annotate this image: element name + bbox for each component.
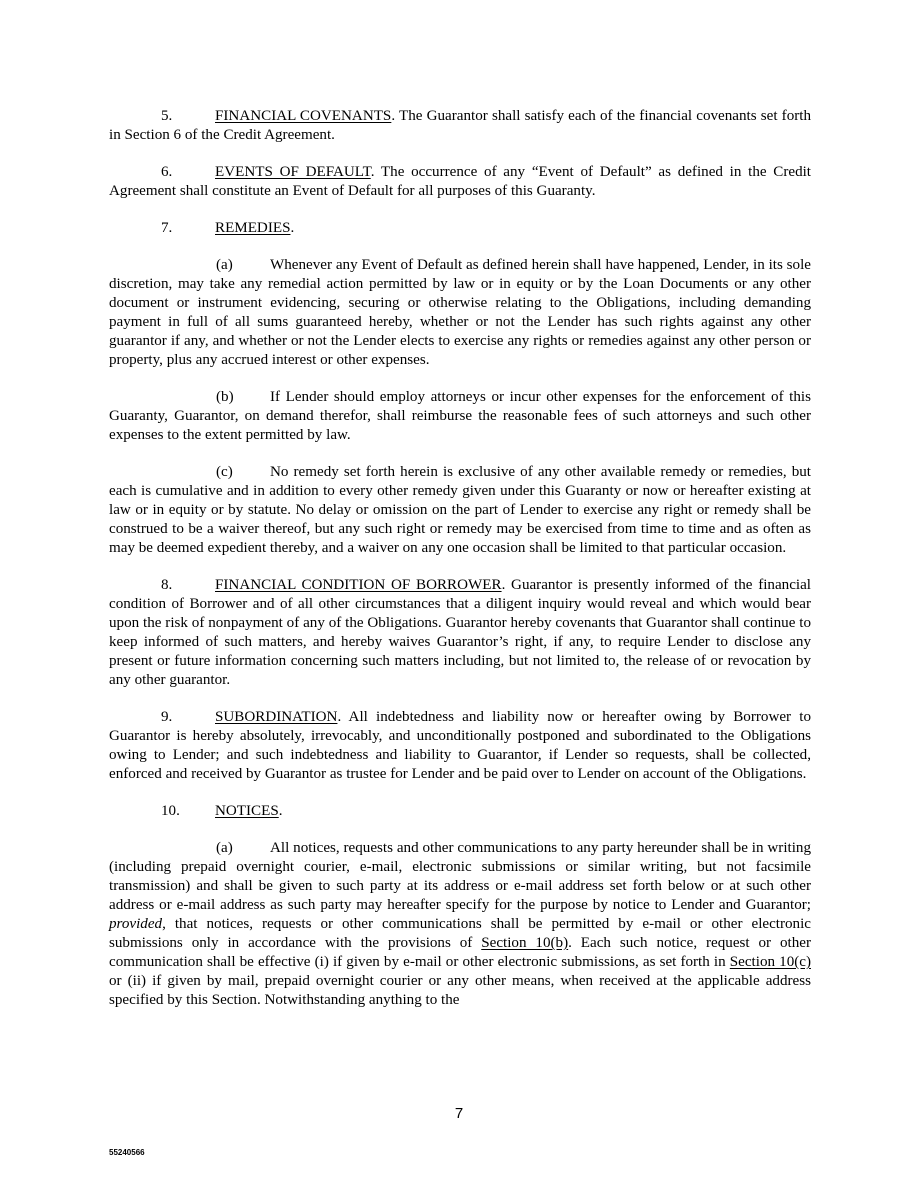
section-7 [109, 219, 811, 238]
section-10a [109, 839, 811, 1010]
section-heading: REMEDIES [215, 220, 291, 236]
page-number: 7 [454, 1105, 464, 1122]
subsection-label: (c) [216, 464, 233, 480]
section-5 [109, 107, 811, 145]
section-number: 6. [161, 164, 173, 180]
section-text: . The Guarantor shall satisfy each of the financial covenants set forth in Section 6 of the Credit Agreement. [109, 108, 812, 143]
section-number: 8. [161, 577, 173, 593]
section-8 [109, 576, 811, 690]
subsection-label: (b) [216, 389, 234, 405]
subsection-label: (a) [216, 840, 233, 856]
section-7c [109, 463, 811, 558]
cross-reference: Section 10(b) [481, 935, 569, 951]
subsection-text: All notices, requests and other communications to any party hereunder shall be in writing (including prepaid overnight courier, e-mail, electronic submissions or similar writing, but not facsimile transmission) and shall be given to such party at its address or e-mail address set forth below or at such other address or e-mail address as such party may hereafter specify for the purpose by notice to Lender and Guarantor; [109, 840, 811, 913]
page-body [109, 107, 811, 1028]
section-text: . The occurrence of any “Event of Default” as defined in the Credit Agreement shall constitute an Event of Default for all purposes of this Guaranty. [109, 164, 812, 199]
section-heading: EVENTS OF DEFAULT [215, 164, 371, 180]
cross-reference: Section 10(c) [729, 954, 811, 970]
section-heading: FINANCIAL COVENANTS [215, 108, 392, 124]
section-text: . Guarantor is presently informed of the financial condition of Borrower and of all other circumstances that a diligent inquiry would reveal and which would bear upon the risk of nonpayment of any of the Obligations. Guarantor hereby covenants that Guarantor shall continue to keep informed of such matters, and hereby waives Guarantor’s right, if any, to require Lender to disclose any present or future information concerning such matters including, but not limited to, the release of or revocation by any other guarantor. [109, 577, 811, 688]
subsection-text-italic: provided [109, 916, 163, 932]
section-7a [109, 256, 811, 370]
subsection-text: . Each such notice, request or other communication shall be effective (i) if given by e-mail or other electronic submissions, as set forth in [109, 935, 811, 970]
section-9 [109, 708, 811, 784]
subsection-text: If Lender should employ attorneys or incur other expenses for the enforcement of this Guaranty, Guarantor, on demand therefor, shall reimburse the reasonable fees of such attorneys and such other expenses to the extent permitted by law. [109, 389, 811, 443]
subsection-label: (a) [216, 257, 233, 273]
subsection-text: No remedy set forth herein is exclusive of any other available remedy or remedies, but each is cumulative and in addition to every other remedy given under this Guaranty or now or hereafter existing at law or in equity or by statute. No delay or omission on the part of Lender to exercise any right or remedy shall be construed to be a waiver thereof, but any such right or remedy may be exercised from time to time and as often as may be deemed expedient thereby, and a waiver on any one occasion shall be limited to that particular occasion. [109, 464, 811, 556]
document-id: 55240566 [109, 1148, 145, 1157]
section-7b [109, 388, 811, 445]
section-number: 9. [161, 709, 173, 725]
section-text: . [290, 220, 295, 236]
section-text: . All indebtedness and liability now or hereafter owing by Borrower to Guarantor is hereby absolutely, irrevocably, and unconditionally postponed and subordinated to the Obligations owing to Lender; and such indebtedness and liability to Guarantor, if Lender so requests, shall be collected, enforced and received by Guarantor as trustee for Lender and be paid over to Lender on account of the Obligations. [109, 709, 811, 782]
section-6 [109, 163, 811, 201]
section-number: 7. [161, 220, 173, 236]
subsection-text: or (ii) if given by mail, prepaid overnight courier or any other means, when received at the applicable address specified by this Section. Notwithstanding anything to the [109, 973, 811, 1008]
section-heading: SUBORDINATION [215, 709, 338, 725]
section-number: 10. [161, 803, 180, 819]
section-heading: FINANCIAL CONDITION OF BORROWER [215, 577, 502, 593]
subsection-text: , that notices, requests or other communications shall be permitted by e-mail or other electronic submissions only in accordance with the provisions of [109, 916, 811, 951]
section-text: . [278, 803, 283, 819]
section-number: 5. [161, 108, 173, 124]
section-heading: NOTICES [215, 803, 279, 819]
section-10 [109, 802, 811, 821]
subsection-text: Whenever any Event of Default as defined herein shall have happened, Lender, in its sole discretion, may take any remedial action permitted by law or in equity or by the Loan Documents or any other document or instrument evidencing, securing or otherwise relating to the Obligations, including demanding payment in full of all sums guaranteed hereby, whether or not the Lender has such rights against any other guarantor if any, and whether or not the Lender elects to exercise any rights or remedies against any other person or property, plus any accrued interest or other expenses. [109, 257, 811, 368]
